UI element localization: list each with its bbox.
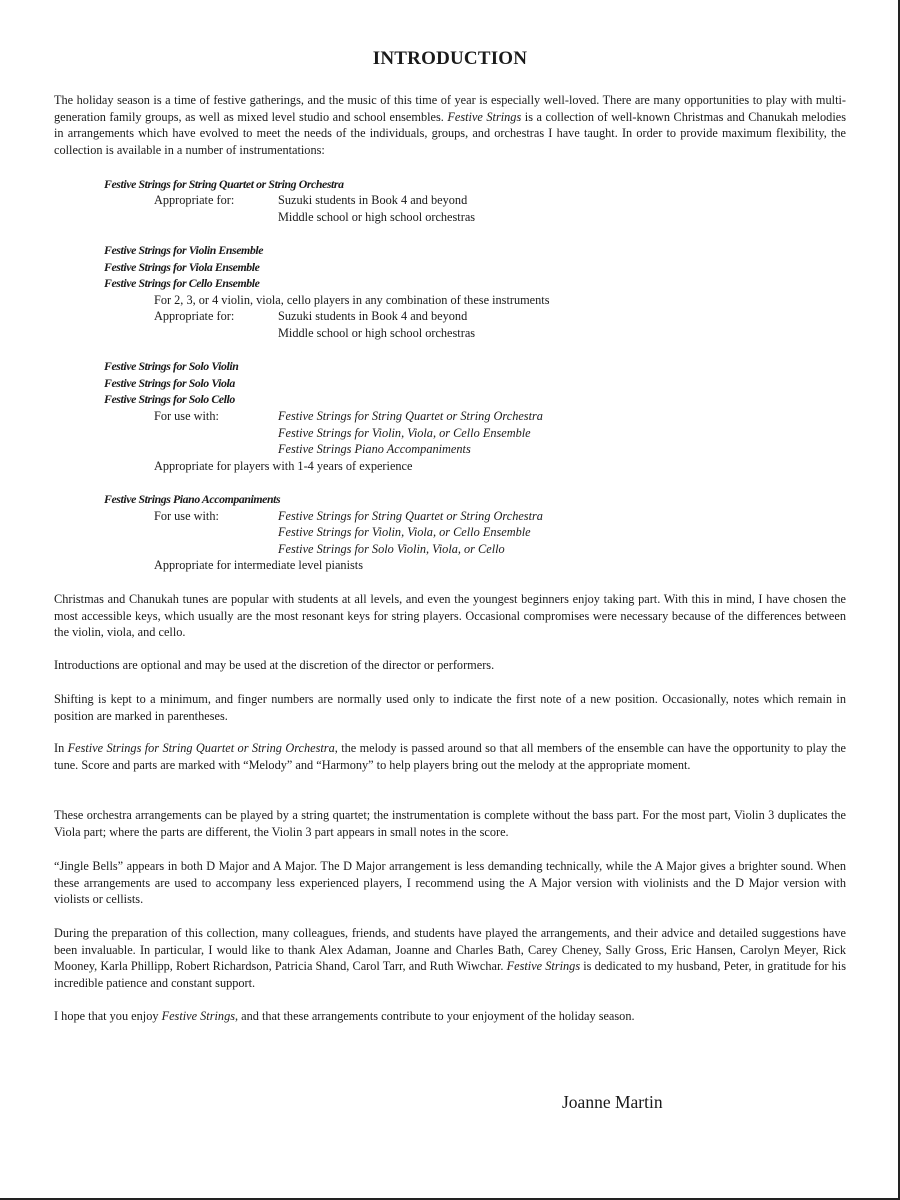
label-appropriate-for: Appropriate for: [154,309,235,323]
value-combination: For 2, 3, or 4 violin, viola, cello players in any combination of these instruments [154,293,550,307]
value-ensemble-edition: Festive Strings for Violin, Viola, or Cello Ensemble [278,426,531,440]
value-solo-edition: Festive Strings for Solo Violin, Viola, or Cello [278,542,505,556]
closing-text: I hope that you enjoy [54,1009,162,1023]
paragraph-acknowledgements [54,925,846,991]
ack-italic-title: Festive Strings [506,959,581,974]
value-suzuki: Suzuki students in Book 4 and beyond [278,309,468,323]
edition-solo-viola: Festive Strings for Solo Viola [104,376,235,390]
value-piano-edition: Festive Strings Piano Accompaniments [278,442,471,456]
edition-violin-ensemble: Festive Strings for Violin Ensemble [104,243,264,257]
melody-text-end: , the melody is passed around so that all members of the ensemble can have the opportunity to play the tune. Score and parts are marked with “Melody” and “Harmony” to help players bring out the melody at the appropriate moment. [54,741,846,772]
edition-solo-cello: Festive Strings for Solo Cello [104,392,235,406]
page-title: INTRODUCTION [372,48,528,69]
value-quartet-edition: Festive Strings for String Quartet or String Orchestra [278,509,543,523]
intro-text: The holiday season is a time of festive gatherings, and the music of this time of year is especially well-loved. There are many opportunities to play with multi-generation family groups, as well as mixed level studio and school ensembles. [54,93,846,124]
label-for-use-with: For use with: [154,509,219,523]
paragraph-keys: Christmas and Chanukah tunes are popular with students at all levels, and even the youngest beginners enjoy taking part. With this in mind, I have chosen the most accessible keys, which usually are the most resonant keys for string players. Occasional compromises were necessary because of the differences between the violin, viola, and cello. [54,592,846,640]
ack-text: During the preparation of this collection, many colleagues, friends, and students have played the arrangements, and their advice and detailed suggestions have been invaluable. In particular, I would like to thank Alex Adaman, Joanne and Charles Bath, Carey Cheney, Sally Gross, Eric Hansen, Carolyn Meyer, Rick Mooney, Karla Phillipp, Robert Richardson, Patricia Shand, Carol Tarr, and Ruth Wiwchar. [54,926,846,974]
paragraph-jingle-bells: “Jingle Bells” appears in both D Major and A Major. The D Major arrangement is less demanding technically, while the A Major gives a brighter sound. When these arrangements are used to accompany less experienced players, I recommend using the A Major version with violinists and the D Major version with violists or cellists. [54,859,846,907]
paragraph-quartet: These orchestra arrangements can be played by a string quartet; the instrumentation is complete without the bass part. For the most part, Violin 3 duplicates the Viola part; where the parts are different, the Violin 3 part appears in small notes in the score. [54,808,846,839]
value-middle-school: Middle school or high school orchestras [278,326,476,340]
value-middle-school: Middle school or high school orchestras [278,210,476,224]
label-for-use-with: For use with: [154,409,219,423]
value-quartet-edition: Festive Strings for String Quartet or String Orchestra [278,409,543,423]
edition-cello-ensemble: Festive Strings for Cello Ensemble [104,276,260,290]
paragraph-shifting: Shifting is kept to a minimum, and finger numbers are normally used only to indicate the first note of a new position. Occasionally, notes which remain in position are marked in parentheses. [54,692,846,723]
value-pianists: Appropriate for intermediate level pianists [154,558,363,572]
value-suzuki: Suzuki students in Book 4 and beyond [278,193,468,207]
edition-viola-ensemble: Festive Strings for Viola Ensemble [104,260,260,274]
paragraph-closing [54,1008,846,1025]
value-experience: Appropriate for players with 1-4 years of experience [154,459,413,473]
paragraph-melody [54,740,846,773]
edition-quartet: Festive Strings for String Quartet or String Orchestra [104,177,344,191]
intro-text-end: is a collection of well-known Christmas and Chanukah melodies in arrangements which have evolved to meet the needs of the individuals, groups, and orchestras I have taught. In order to provide maximum flexibility, the collection is available in a number of instrumentations: [54,109,846,157]
closing-italic-title: Festive Strings [161,1009,236,1023]
paragraph-introductions: Introductions are optional and may be used at the discretion of the director or performers. [54,658,495,672]
melody-text: In [54,741,68,755]
value-ensemble-edition: Festive Strings for Violin, Viola, or Cello Ensemble [278,525,531,539]
label-appropriate-for: Appropriate for: [154,193,235,207]
melody-italic-title: Festive Strings for String Quartet or String Orchestra [67,741,335,755]
edition-solo-violin: Festive Strings for Solo Violin [104,359,239,373]
closing-text-end: , and that these arrangements contribute to your enjoyment of the holiday season. [235,1009,635,1023]
intro-italic-title: Festive Strings [447,109,522,124]
ack-text-end: is dedicated to my husband, Peter, in gratitude for his incredible patience and constant support. [54,959,846,990]
edition-piano-accompaniments: Festive Strings Piano Accompaniments [104,492,281,506]
author-signature: Joanne Martin [562,1092,663,1112]
intro-paragraph [54,92,846,158]
